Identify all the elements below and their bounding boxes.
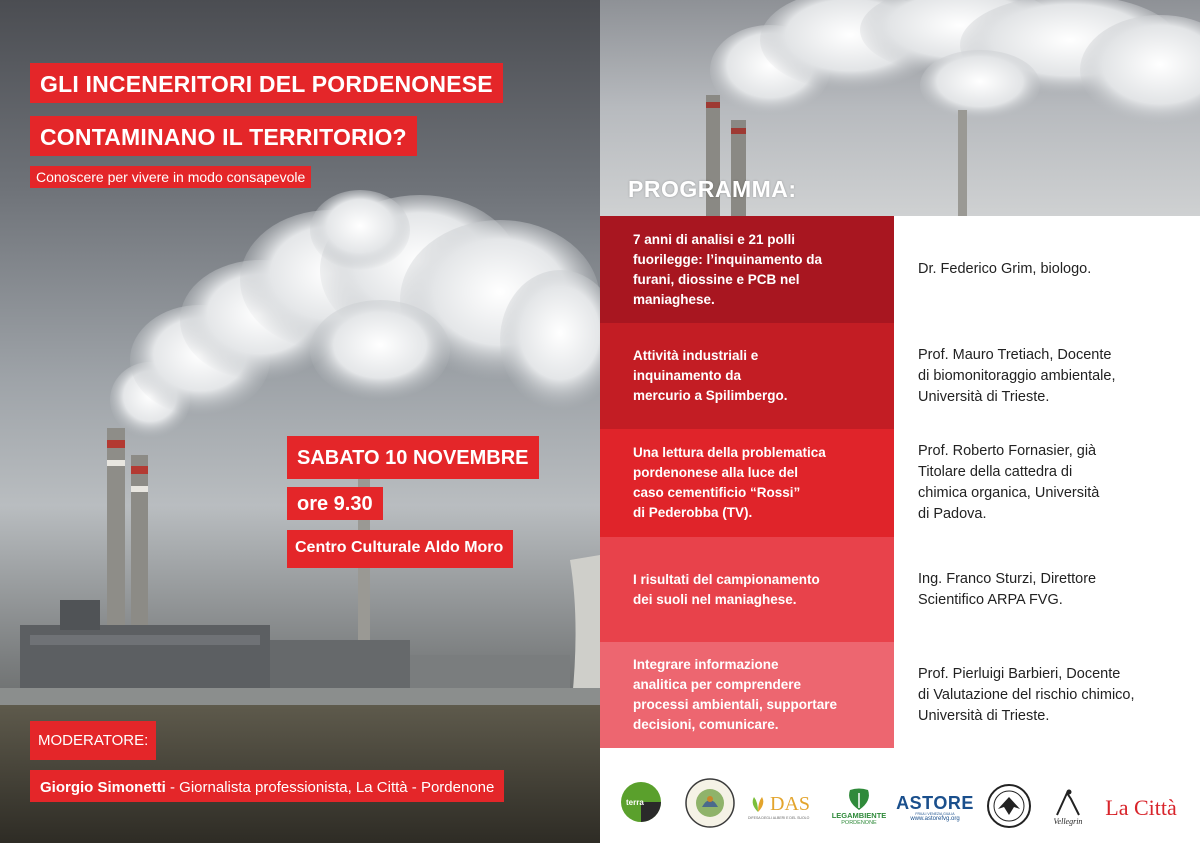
program-topic [600,216,894,323]
poster-title-line-2: CONTAMINANO IL TERRITORIO? [30,116,417,156]
program-topic [600,537,894,642]
program-topic [600,429,894,537]
program-topic-text: I risultati del campionamento dei suoli nel maniaghese. [633,571,820,607]
program-speaker-text: Prof. Roberto Fornasier, già Titolare della cattedra di chimica organica, Università di Padova. [918,443,1100,522]
legambiente-logo [828,785,890,827]
programma-heading: PROGRAMMA: [628,176,797,202]
program-topic-text: Integrare informazione analitica per comprendere processi ambientali, supportare decisioni, comunicare. [633,657,838,732]
la-citta-logo [1096,795,1186,821]
moderator-label: MODERATORE: [30,721,156,760]
program-row [600,429,1200,537]
program-topic [600,642,894,748]
associazione-logo-text: ASSOCIAZIONE NATURALISTICA CORDENONESE [664,829,735,833]
program-speaker-text: Prof. Mauro Tretiach, Docente di biomonitoraggio ambientale, Università di Trieste. [918,346,1116,405]
astore-logo-text: ASTORE [896,793,974,813]
program-row [600,537,1200,642]
das-logo-subtext: DIFESA DEGLI ALBERI E DEL SUOLO [748,815,810,820]
moderator-role: - Giornalista professionista, La Città - Pordenone [165,779,495,796]
terra-logo-text: terra [626,798,644,807]
program-speaker-text: Prof. Pierluigi Barbieri, Docente di Valutazione del rischio chimico, Università di Trieste. [918,665,1135,724]
legambiente-leaf-icon [846,787,872,811]
program-topic [600,323,894,429]
program-row [600,216,1200,323]
vellegrin-logo [1046,781,1090,831]
das-logo-text: DAS [770,792,811,815]
event-place: Centro Culturale Aldo Moro [287,530,513,568]
program-row [600,323,1200,429]
event-time: ore 9.30 [287,487,383,520]
climber-icon [1053,787,1083,817]
legambiente-logo-text: LEGAMBIENTE [831,810,887,820]
moderator-line [30,770,504,802]
terra-logo [620,781,662,823]
program-topic-text: Attività industriali e inquinamento da mercurio a Spilimbergo. [633,348,788,403]
program-table [600,216,1200,748]
la-citta-logo-text: La Città [1105,795,1177,820]
das-logo-top [748,793,810,816]
poster-subtitle: Conoscere per vivere in modo consapevole [30,166,311,188]
moderator-name: Giorgio Simonetti [40,779,166,796]
astore-logo-url: www.astorefvg.org [910,816,960,822]
program-speaker [894,429,1200,537]
smoke-clouds [110,190,600,438]
astore-logo [896,791,974,825]
poster-title-line-1: GLI INCENERITORI DEL PORDENONESE [30,63,503,103]
das-logo [748,789,818,823]
leaf-icon [748,794,768,814]
program-topic-text: 7 anni di analisi e 21 polli fuorilegge: l’inquinamento da furani, diossine e PCB nel maniaghese. [633,231,822,307]
plant-buildings [0,600,600,710]
associazione-naturalistica-logo [664,777,736,833]
astore-logo-subtext: FRIULI VENEZIA GIULIA [915,812,955,816]
legambiente-logo-subtext: PORDENONE [841,819,877,826]
program-topic-text: Una lettura della problematica pordenonese alla luce del caso cementificio “Rossi” di Pederobba (TV). [633,445,826,520]
program-speaker [894,642,1200,748]
program-speaker-text: Ing. Franco Sturzi, Direttore Scientifico ARPA FVG. [918,570,1097,608]
vellegrin-logo-text: Vellegrin [1053,816,1083,826]
program-speaker [894,537,1200,642]
associazione-logo-mark [684,777,736,829]
program-row [600,642,1200,748]
terra-logo-mark [620,781,662,823]
round-emblem-logo [986,783,1032,829]
sponsor-logos [600,763,1200,843]
program-speaker [894,216,1200,323]
emblem-icon [986,783,1032,829]
program-speaker-text: Dr. Federico Grim, biologo. [918,261,1092,277]
program-speaker [894,323,1200,429]
event-date: SABATO 10 NOVEMBRE [287,436,539,479]
